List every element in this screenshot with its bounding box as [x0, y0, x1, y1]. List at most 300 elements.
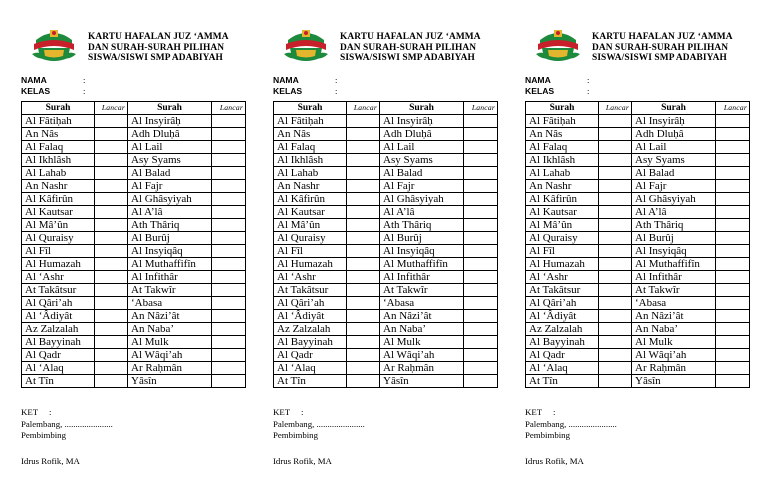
surah-name: Al Qadr [526, 349, 599, 362]
lancar-check-cell [716, 375, 750, 388]
surah-name: Al A’lâ [632, 206, 716, 219]
table-row [526, 219, 750, 232]
surah-name: Al Fâtiḥah [274, 115, 347, 128]
lancar-check-cell [347, 310, 380, 323]
surah-name: Al A’lâ [380, 206, 464, 219]
surah-name: An Nâzi’ât [632, 310, 716, 323]
surah-name: Adh Dluḥâ [380, 128, 464, 141]
surah-name: Al Balad [380, 167, 464, 180]
header-line-1: KARTU HAFALAN JUZ ‘AMMA [88, 32, 229, 42]
surah-name: Al Kâfirûn [526, 193, 599, 206]
surah-name: Al Qâri’ah [22, 297, 95, 310]
lancar-check-cell [599, 219, 632, 232]
table-row [526, 258, 750, 271]
lancar-check-cell [464, 219, 498, 232]
surah-name: At Tîn [526, 375, 599, 388]
surah-name: Al Insyirâḥ [380, 115, 464, 128]
table-row [274, 310, 498, 323]
lancar-check-cell [212, 128, 246, 141]
surah-name: Al Mulk [380, 336, 464, 349]
table-row [274, 154, 498, 167]
surah-name: Al Burûj [128, 232, 212, 245]
surah-name: Al Falaq [526, 141, 599, 154]
table-row [274, 284, 498, 297]
lancar-check-cell [347, 128, 380, 141]
lancar-check-cell [716, 310, 750, 323]
card-header [340, 32, 510, 64]
table-row [526, 349, 750, 362]
table-row [22, 284, 246, 297]
column-header-surah: Surah [274, 102, 347, 115]
surah-name: Ath Thâriq [128, 219, 212, 232]
surah-name: Al Qâri’ah [526, 297, 599, 310]
lancar-check-cell [347, 232, 380, 245]
lancar-check-cell [716, 180, 750, 193]
lancar-check-cell [599, 167, 632, 180]
table-row [526, 375, 750, 388]
column-header-surah: Surah [526, 102, 599, 115]
surah-name: Yâsîn [128, 375, 212, 388]
lancar-check-cell [347, 362, 380, 375]
table-row [22, 180, 246, 193]
lancar-check-cell [599, 375, 632, 388]
surah-name: At Tîn [274, 375, 347, 388]
surah-name: Al Ikhlâsh [22, 154, 95, 167]
lancar-check-cell [716, 219, 750, 232]
lancar-check-cell [212, 349, 246, 362]
table-row [22, 219, 246, 232]
lancar-check-cell [716, 167, 750, 180]
column-header-lancar: Lancar [95, 102, 128, 115]
lancar-check-cell [347, 167, 380, 180]
surah-name: Al Kautsar [274, 206, 347, 219]
surah-name: Al ‘Ashr [22, 271, 95, 284]
lancar-check-cell [95, 167, 128, 180]
lancar-check-cell [464, 362, 498, 375]
header-line-2: DAN SURAH-SURAH PILIHAN [340, 42, 477, 53]
lancar-check-cell [212, 219, 246, 232]
table-row [274, 375, 498, 388]
lancar-check-cell [599, 128, 632, 141]
table-row [526, 193, 750, 206]
lancar-check-cell [716, 206, 750, 219]
column-header-lancar: Lancar [212, 102, 246, 115]
lancar-check-cell [95, 310, 128, 323]
kelas-colon: : [83, 86, 86, 96]
lancar-check-cell [95, 284, 128, 297]
surah-name: Al ‘Âdiyât [274, 310, 347, 323]
surah-name: Al Fajr [128, 180, 212, 193]
lancar-check-cell [464, 141, 498, 154]
surah-name: Ar Raḥmân [128, 362, 212, 375]
surah-name: An Nâs [274, 128, 347, 141]
surah-name: Al Bayyinah [22, 336, 95, 349]
table-row [22, 323, 246, 336]
surah-name: At Tîn [22, 375, 95, 388]
surah-name: Al Balad [632, 167, 716, 180]
lancar-check-cell [212, 206, 246, 219]
table-row [22, 167, 246, 180]
surah-table [21, 101, 246, 388]
ket-colon: : [553, 407, 556, 417]
column-header-surah: Surah [632, 102, 716, 115]
lancar-check-cell [212, 362, 246, 375]
table-row [22, 206, 246, 219]
table-row [526, 206, 750, 219]
lancar-check-cell [464, 323, 498, 336]
surah-name: Al Insyiqâq [380, 245, 464, 258]
surah-name: Al ‘Âdiyât [526, 310, 599, 323]
surah-name: Al Bayyinah [274, 336, 347, 349]
lancar-check-cell [95, 323, 128, 336]
surah-name: Al Wâqi’ah [380, 349, 464, 362]
surah-name: Al A’lâ [128, 206, 212, 219]
table-row [22, 154, 246, 167]
surah-name: Al Kâfirûn [22, 193, 95, 206]
header-line-1: KARTU HAFALAN JUZ ‘AMMA [340, 32, 481, 42]
lancar-check-cell [347, 271, 380, 284]
surah-name: Al Humazah [22, 258, 95, 271]
lancar-check-cell [599, 115, 632, 128]
lancar-check-cell [599, 310, 632, 323]
table-row [22, 258, 246, 271]
surah-table [525, 101, 750, 388]
table-row [22, 128, 246, 141]
pembimbing-label: Pembimbing [273, 430, 318, 440]
surah-name: Al Qâri’ah [274, 297, 347, 310]
surah-table [273, 101, 498, 388]
ket-colon: : [301, 407, 304, 417]
table-row [526, 141, 750, 154]
surah-name: Al Lahab [22, 167, 95, 180]
lancar-check-cell [716, 232, 750, 245]
table-row [274, 232, 498, 245]
table-row [22, 193, 246, 206]
surah-name: Al Fajr [380, 180, 464, 193]
lancar-check-cell [716, 115, 750, 128]
table-row [526, 362, 750, 375]
lancar-check-cell [716, 336, 750, 349]
lancar-check-cell [464, 271, 498, 284]
surah-name: Al Lail [632, 141, 716, 154]
table-row [274, 362, 498, 375]
lancar-check-cell [716, 193, 750, 206]
table-row [526, 154, 750, 167]
surah-name: Al Fîl [22, 245, 95, 258]
column-header-surah: Surah [128, 102, 212, 115]
surah-name: Al Balad [128, 167, 212, 180]
surah-name: Asy Syams [128, 154, 212, 167]
memorization-card-3 [525, 0, 761, 503]
table-row [274, 193, 498, 206]
lancar-check-cell [599, 232, 632, 245]
surah-name: An Nashr [22, 180, 95, 193]
lancar-check-cell [464, 245, 498, 258]
lancar-check-cell [599, 349, 632, 362]
surah-name: Yâsîn [632, 375, 716, 388]
table-row [274, 219, 498, 232]
lancar-check-cell [95, 258, 128, 271]
surah-name: Az Zalzalah [274, 323, 347, 336]
column-header-surah: Surah [22, 102, 95, 115]
memorization-card-2 [273, 0, 509, 503]
lancar-check-cell [95, 271, 128, 284]
place-date-line: Palembang, ...................... [273, 419, 365, 429]
surah-name: Al Humazah [274, 258, 347, 271]
surah-name: Al Qadr [274, 349, 347, 362]
table-row [526, 323, 750, 336]
surah-name: Al ‘Alaq [526, 362, 599, 375]
kelas-colon: : [587, 86, 590, 96]
table-row [274, 336, 498, 349]
lancar-check-cell [212, 375, 246, 388]
surah-name: Al Mulk [632, 336, 716, 349]
header-line-1: KARTU HAFALAN JUZ ‘AMMA [592, 32, 733, 42]
surah-name: ‘Abasa [632, 297, 716, 310]
lancar-check-cell [464, 258, 498, 271]
table-row [274, 271, 498, 284]
table-row [274, 245, 498, 258]
table-header-row [274, 102, 498, 115]
surah-name: Al Muthaffifîn [128, 258, 212, 271]
surah-name: Al Mulk [128, 336, 212, 349]
surah-name: Al Infithâr [632, 271, 716, 284]
lancar-check-cell [347, 115, 380, 128]
surah-name: An Nashr [526, 180, 599, 193]
surah-name: Ath Thâriq [380, 219, 464, 232]
lancar-check-cell [347, 245, 380, 258]
lancar-check-cell [599, 362, 632, 375]
lancar-check-cell [347, 219, 380, 232]
surah-name: ‘Abasa [128, 297, 212, 310]
surah-name: Adh Dluḥâ [632, 128, 716, 141]
header-line-2: DAN SURAH-SURAH PILIHAN [88, 42, 225, 53]
ket-label: KET [525, 407, 543, 417]
lancar-check-cell [464, 115, 498, 128]
lancar-check-cell [212, 141, 246, 154]
surah-name: An Nâs [22, 128, 95, 141]
table-row [526, 180, 750, 193]
header-line-3: SISWA/SISWI SMP ADABIYAH [592, 53, 727, 64]
lancar-check-cell [464, 336, 498, 349]
nama-colon: : [587, 75, 590, 85]
place-date-line: Palembang, ...................... [21, 419, 113, 429]
surah-name: Asy Syams [380, 154, 464, 167]
lancar-check-cell [347, 323, 380, 336]
lancar-check-cell [95, 362, 128, 375]
table-row [22, 232, 246, 245]
signer-name: Idrus Rofik, MA [273, 456, 332, 466]
lancar-check-cell [347, 297, 380, 310]
memorization-card-1 [21, 0, 257, 503]
school-crest-icon [284, 28, 328, 64]
table-row [274, 323, 498, 336]
pembimbing-label: Pembimbing [525, 430, 570, 440]
surah-name: Al Lahab [274, 167, 347, 180]
lancar-check-cell [599, 284, 632, 297]
surah-name: Al ‘Âdiyât [22, 310, 95, 323]
surah-name: Al Fîl [526, 245, 599, 258]
surah-name: Al Insyirâḥ [128, 115, 212, 128]
table-row [526, 167, 750, 180]
lancar-check-cell [716, 245, 750, 258]
surah-name: Asy Syams [632, 154, 716, 167]
table-row [274, 128, 498, 141]
surah-name: Al Fajr [632, 180, 716, 193]
lancar-check-cell [599, 245, 632, 258]
lancar-check-cell [599, 141, 632, 154]
surah-name: Al Infithâr [380, 271, 464, 284]
lancar-check-cell [212, 323, 246, 336]
card-header [592, 32, 762, 64]
lancar-check-cell [347, 375, 380, 388]
lancar-check-cell [95, 336, 128, 349]
lancar-check-cell [464, 206, 498, 219]
lancar-check-cell [347, 206, 380, 219]
surah-name: Al Lail [128, 141, 212, 154]
lancar-check-cell [599, 323, 632, 336]
table-row [22, 375, 246, 388]
nama-label: NAMA [21, 75, 47, 85]
surah-name: Al ‘Alaq [22, 362, 95, 375]
lancar-check-cell [464, 297, 498, 310]
surah-name: At Takâtsur [22, 284, 95, 297]
lancar-check-cell [716, 284, 750, 297]
surah-name: Al Insyirâḥ [632, 115, 716, 128]
surah-name: At Takwîr [128, 284, 212, 297]
surah-name: Adh Dluḥâ [128, 128, 212, 141]
surah-name: An Nâzi’ât [128, 310, 212, 323]
table-row [22, 245, 246, 258]
surah-name: Al ‘Ashr [274, 271, 347, 284]
nama-colon: : [335, 75, 338, 85]
surah-name: Al ‘Alaq [274, 362, 347, 375]
lancar-check-cell [95, 245, 128, 258]
lancar-check-cell [464, 128, 498, 141]
surah-name: Al Mâ’ûn [274, 219, 347, 232]
surah-name: Ath Thâriq [632, 219, 716, 232]
kelas-label: KELAS [273, 86, 303, 96]
table-row [274, 297, 498, 310]
surah-name: Al Kâfirûn [274, 193, 347, 206]
signer-name: Idrus Rofik, MA [525, 456, 584, 466]
surah-name: Al Fîl [274, 245, 347, 258]
header-line-3: SISWA/SISWI SMP ADABIYAH [340, 53, 475, 64]
header-line-3: SISWA/SISWI SMP ADABIYAH [88, 53, 223, 64]
table-row [274, 258, 498, 271]
table-row [274, 167, 498, 180]
lancar-check-cell [599, 258, 632, 271]
surah-name: Al ‘Ashr [526, 271, 599, 284]
surah-name: Al Kautsar [22, 206, 95, 219]
column-header-lancar: Lancar [716, 102, 750, 115]
lancar-check-cell [212, 232, 246, 245]
school-crest-icon [536, 28, 580, 64]
lancar-check-cell [212, 245, 246, 258]
surah-name: An Nâs [526, 128, 599, 141]
lancar-check-cell [716, 154, 750, 167]
lancar-check-cell [212, 336, 246, 349]
surah-name: Al Quraisy [274, 232, 347, 245]
lancar-check-cell [347, 284, 380, 297]
lancar-check-cell [599, 180, 632, 193]
lancar-check-cell [95, 375, 128, 388]
lancar-check-cell [716, 271, 750, 284]
pembimbing-label: Pembimbing [21, 430, 66, 440]
column-header-surah: Surah [380, 102, 464, 115]
surah-name: Al Insyiqâq [632, 245, 716, 258]
surah-name: Al Mâ’ûn [526, 219, 599, 232]
lancar-check-cell [464, 349, 498, 362]
surah-name: An Naba’ [128, 323, 212, 336]
kelas-colon: : [335, 86, 338, 96]
lancar-check-cell [347, 258, 380, 271]
lancar-check-cell [464, 375, 498, 388]
surah-name: Al Lail [380, 141, 464, 154]
surah-name: Al Kautsar [526, 206, 599, 219]
lancar-check-cell [716, 349, 750, 362]
lancar-check-cell [716, 258, 750, 271]
lancar-check-cell [95, 297, 128, 310]
surah-name: At Takwîr [632, 284, 716, 297]
table-row [22, 310, 246, 323]
surah-name: At Takâtsur [526, 284, 599, 297]
surah-name: Az Zalzalah [22, 323, 95, 336]
surah-name: Al Insyiqâq [128, 245, 212, 258]
lancar-check-cell [95, 128, 128, 141]
lancar-check-cell [599, 206, 632, 219]
surah-name: Al Falaq [274, 141, 347, 154]
lancar-check-cell [212, 271, 246, 284]
lancar-check-cell [716, 297, 750, 310]
lancar-check-cell [716, 141, 750, 154]
table-row [22, 362, 246, 375]
surah-name: Ar Raḥmân [380, 362, 464, 375]
lancar-check-cell [716, 362, 750, 375]
surah-name: ‘Abasa [380, 297, 464, 310]
table-row [526, 310, 750, 323]
surah-name: Az Zalzalah [526, 323, 599, 336]
nama-label: NAMA [273, 75, 299, 85]
school-crest-icon [32, 28, 76, 64]
table-row [274, 141, 498, 154]
lancar-check-cell [212, 310, 246, 323]
surah-name: An Naba’ [380, 323, 464, 336]
table-row [526, 115, 750, 128]
lancar-check-cell [212, 180, 246, 193]
column-header-lancar: Lancar [599, 102, 632, 115]
table-row [274, 115, 498, 128]
kelas-label: KELAS [525, 86, 555, 96]
lancar-check-cell [212, 297, 246, 310]
lancar-check-cell [212, 167, 246, 180]
surah-name: Al Humazah [526, 258, 599, 271]
lancar-check-cell [599, 297, 632, 310]
table-row [22, 271, 246, 284]
lancar-check-cell [599, 271, 632, 284]
surah-name: Al Muthaffifîn [632, 258, 716, 271]
surah-name: Al Burûj [632, 232, 716, 245]
table-row [22, 336, 246, 349]
lancar-check-cell [464, 193, 498, 206]
table-row [526, 297, 750, 310]
ket-label: KET [21, 407, 39, 417]
surah-name: An Nâzi’ât [380, 310, 464, 323]
table-row [22, 141, 246, 154]
surah-name: Al Lahab [526, 167, 599, 180]
table-header-row [526, 102, 750, 115]
lancar-check-cell [95, 219, 128, 232]
